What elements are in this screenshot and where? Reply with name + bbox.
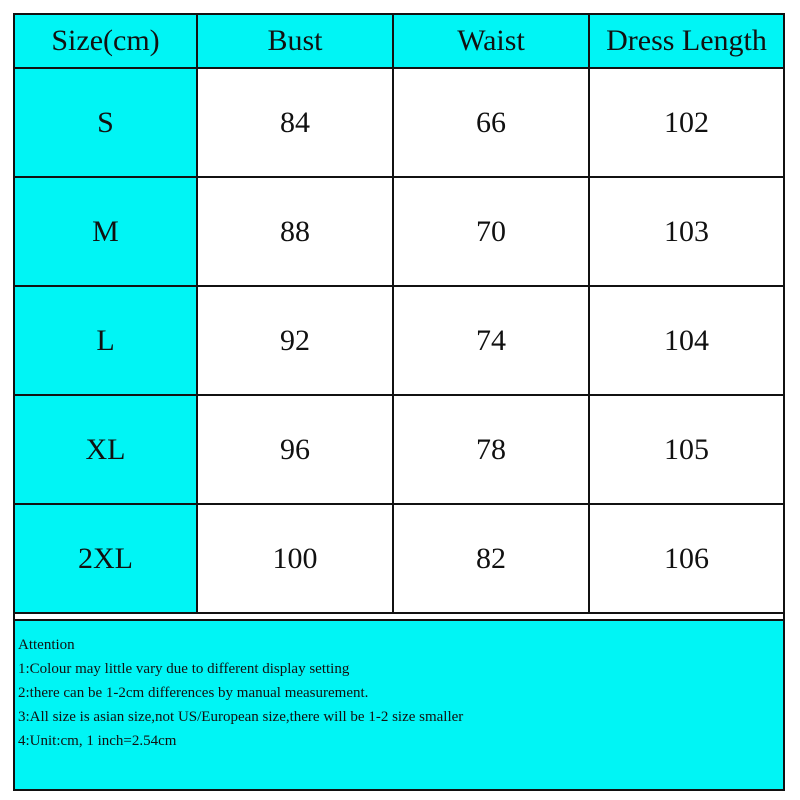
table-header-row	[15, 15, 783, 68]
size-cell: XL	[15, 395, 197, 504]
waist-cell: 74	[393, 286, 589, 395]
dress-length-cell: 104	[589, 286, 783, 395]
bust-cell: 84	[197, 68, 393, 177]
note-item: 3:All size is asian size,not US/European size,there will be 1-2 size smaller	[18, 709, 464, 725]
table-row	[15, 504, 783, 613]
size-cell: L	[15, 286, 197, 395]
size-cell: 2XL	[15, 504, 197, 613]
waist-cell: 70	[393, 177, 589, 286]
header-waist: Waist	[393, 15, 589, 68]
dress-length-cell: 105	[589, 395, 783, 504]
table-row	[15, 68, 783, 177]
dress-length-cell: 106	[589, 504, 783, 613]
note-item: 1:Colour may little vary due to different display setting	[18, 661, 350, 677]
attention-notes	[15, 619, 783, 789]
dress-length-cell: 102	[589, 68, 783, 177]
waist-cell: 82	[393, 504, 589, 613]
bust-cell: 96	[197, 395, 393, 504]
table-row	[15, 395, 783, 504]
table-row	[15, 177, 783, 286]
header-bust: Bust	[197, 15, 393, 68]
note-item: 4:Unit:cm, 1 inch=2.54cm	[18, 733, 177, 749]
bust-cell: 88	[197, 177, 393, 286]
header-size: Size(cm)	[15, 15, 197, 68]
notes-title: Attention	[18, 637, 75, 653]
size-cell: M	[15, 177, 197, 286]
size-chart	[13, 13, 785, 791]
size-cell: S	[15, 68, 197, 177]
waist-cell: 66	[393, 68, 589, 177]
dress-length-cell: 103	[589, 177, 783, 286]
bust-cell: 92	[197, 286, 393, 395]
note-item: 2:there can be 1-2cm differences by manual measurement.	[18, 685, 369, 701]
size-table	[15, 15, 783, 614]
waist-cell: 78	[393, 395, 589, 504]
bust-cell: 100	[197, 504, 393, 613]
table-row	[15, 286, 783, 395]
header-dress-length: Dress Length	[589, 15, 783, 68]
